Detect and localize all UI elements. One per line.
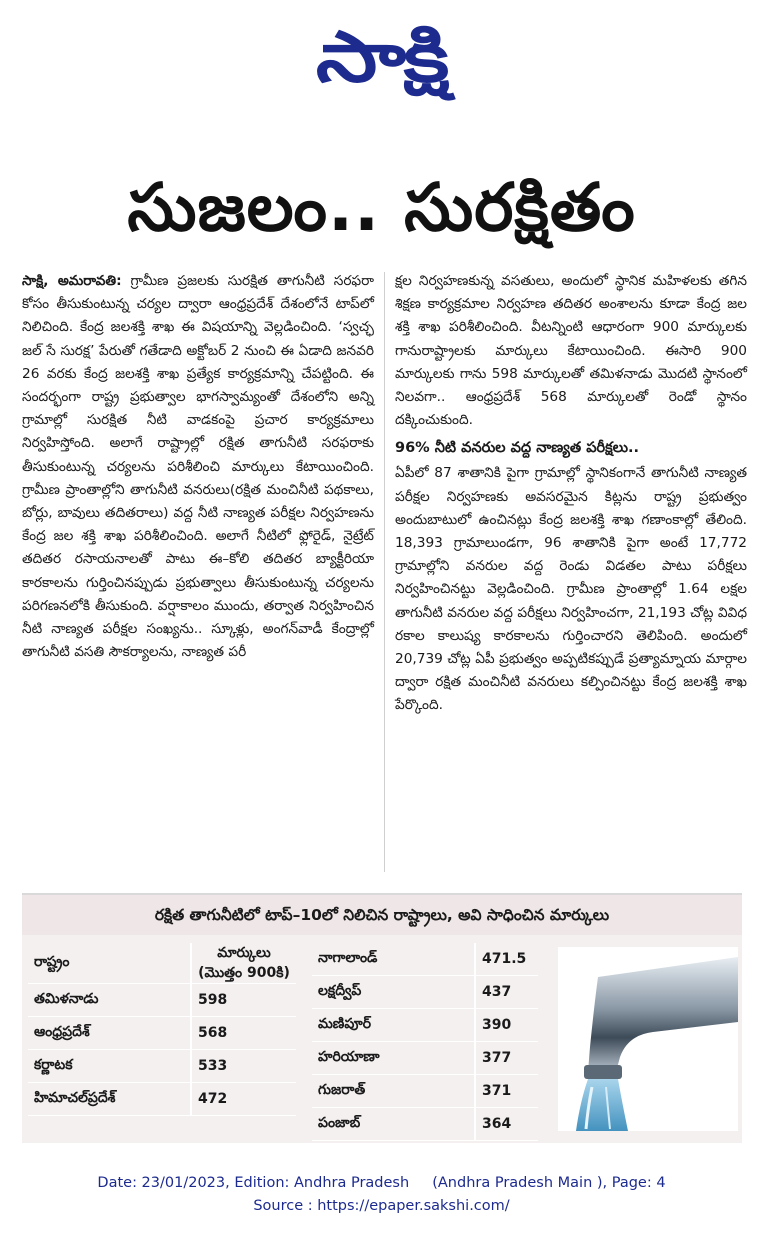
table-row — [312, 943, 538, 976]
ranking-table-left — [28, 943, 296, 1116]
article-right-column — [395, 270, 747, 718]
state-name: పంజాబ్ — [312, 1108, 475, 1141]
table-row — [28, 1017, 296, 1050]
table-row — [28, 984, 296, 1017]
right-column-paragraph-2: ఏపీలో 87 శాతానికి పైగా గ్రామాల్లో స్థానికంగానే తాగునీటి నాణ్యత పరీక్షల నిర్వహణకు అవసరమైన కిట్లను రాష్ట్ర ప్రభుత్వం అందుబాటులో ఉంచినట్లు కేంద్ర జలశక్తి శాఖ గణాంకాల్లో తేలింది. 18,393 గ్రామాలుండగా, 96 శాతానికి పైగా అంటే 17,772 గ్రామాల్లోని వనరుల వద్ద రెండు విడతల పాటు పరీక్షలు నిర్వహించినట్టు వెల్లడించింది. గ్రామీణ ప్రాంతాల్లో 1.64 లక్షల తాగునీటి వనరుల వద్ద పరీక్షలు నిర్వహించగా, 21,193 చోట్ల వివిధ రకాల కాలుష్య కారకాలను గుర్తించారని తెలిపింది. అందులో 20,739 చోట్ల ఏపీ ప్రభుత్వం అప్పటికప్పుడే ప్రత్యామ్నాయ మార్గాల ద్వారా రక్షిత మంచినీటి వనరులు కల్పించినట్టు కేంద్ర జలశక్తి శాఖ పేర్కొంది. — [395, 465, 747, 714]
header-marks — [191, 943, 296, 984]
column-divider — [384, 272, 385, 872]
table-row — [28, 1050, 296, 1083]
state-marks: 377 — [475, 1042, 538, 1075]
state-name: ఆంధ్రప్రదేశ్ — [28, 1017, 191, 1050]
ranking-table-right — [312, 943, 538, 1141]
footer-source: Source : https://epaper.sakshi.com/ — [253, 1198, 510, 1214]
footer — [0, 1172, 763, 1218]
subheading: 96% నీటి వనరుల వద్ద నాణ్యత పరీక్షలు.. — [395, 440, 640, 457]
table-row — [312, 976, 538, 1009]
state-marks: 437 — [475, 976, 538, 1009]
table-row — [312, 1075, 538, 1108]
state-name: హిమాచల్‌ప్రదేశ్ — [28, 1083, 191, 1116]
water-tap-icon — [558, 947, 738, 1131]
state-marks: 364 — [475, 1108, 538, 1141]
state-name: మణిపూర్ — [312, 1009, 475, 1042]
sakshi-logo: సాక్షి — [316, 16, 447, 98]
header-marks-line1: మార్కులు — [217, 945, 271, 961]
state-marks: 390 — [475, 1009, 538, 1042]
table-header-row — [28, 943, 296, 984]
header-state: రాష్ట్రం — [28, 943, 191, 984]
state-name: లక్షద్వీప్ — [312, 976, 475, 1009]
state-name: కర్ణాటక — [28, 1050, 191, 1083]
right-column-paragraph-1: క్షల నిర్వహణకున్న వసతులు, అందులో స్థానిక మహిళలకు తగిన శిక్షణ కార్యక్రమాల నిర్వహణ తదితర అంశాలను కూడా కేంద్ర జల శక్తి శాఖ పరిశీలించింది. వీటన్నింటి ఆధారంగా 900 మార్కులకు గానురాష్ట్రాలకు మార్కులు కేటాయించింది. ఈసారి 900 మార్కులకు గాను 598 మార్కులతో తమిళనాడు మొదటి స్థానంలో నిలవగా.. ఆంధ్రప్రదేశ్ 568 మార్కులతో రెండో స్థానం దక్కించుకుంది. — [395, 273, 747, 429]
state-name: హరియాణా — [312, 1042, 475, 1075]
ranking-box-title: రక్షిత తాగునీటిలో టాప్‌–10లో నిలిచిన రాష్ట్రాలు, అవి సాధించిన మార్కులు — [22, 895, 742, 935]
table-row — [312, 1042, 538, 1075]
headline: సుజలం.. సురక్షితం — [127, 169, 636, 246]
footer-date-edition: Date: 23/01/2023, Edition: Andhra Pradesh (Andhra Pradesh Main ), Page: 4 — [97, 1175, 666, 1191]
state-name: గుజరాత్ — [312, 1075, 475, 1108]
state-marks: 371 — [475, 1075, 538, 1108]
table-row — [28, 1083, 296, 1116]
masthead — [0, 12, 763, 102]
ranking-box — [22, 893, 742, 1143]
header-marks-line2: (మొత్తం 900కి) — [198, 965, 290, 981]
state-name: నాగాలాండ్ — [312, 943, 475, 976]
state-marks: 472 — [191, 1083, 296, 1116]
article-left-column — [22, 270, 374, 664]
table-row — [312, 1108, 538, 1141]
state-marks: 598 — [191, 984, 296, 1017]
water-tap-image — [558, 947, 738, 1131]
table-row — [312, 1009, 538, 1042]
state-marks: 568 — [191, 1017, 296, 1050]
left-column-text: గ్రామీణ ప్రజలకు సురక్షిత తాగునీటి సరఫరా కోసం తీసుకుంటున్న చర్యల ద్వారా ఆంధ్రప్రదేశ్ దేశంలోనే టాప్‌లో నిలిచింది. కేంద్ర జలశక్తి శాఖ ఈ విషయాన్ని వెల్లడించింది. ‘స్వచ్ఛ జల్ సే సురక్ష’ పేరుతో గతేడాది అక్టోబర్ 2 నుంచి ఈ ఏడాది జనవరి 26 వరకు కేంద్ర జలశక్తి శాఖ ప్రత్యేక కార్యక్రమాన్ని చేపట్టింది. ఈ సందర్భంగా రాష్ట్ర ప్రభుత్వాల భాగస్వామ్యంతో దేశంలోని అన్ని గ్రామాల్లో సురక్షిత నీటి వాడకంపై ప్రచార కార్యక్రమాలు నిర్వహిస్తోంది. అలాగే రాష్ట్రాల్లో రక్షిత తాగునీటి సరఫరాకు తీసుకుంటున్న చర్యలను పరిశీలించి మార్కులు కేటాయించింది. గ్రామీణ ప్రాంతాల్లోని తాగునీటి వనరులు(రక్షిత మంచినీటి పథకాలు, బోర్లు, బావులు తదితరాలు) వద్ద నీటి నాణ్యత పరీక్షల నిర్వహణను కేంద్ర జల శక్తి శాఖ పరిశీలించింది. అలాగే నీటిలో ఫ్లోరైడ్, నైట్రేట్ తదితర రసాయనాలతో పాటు ఈ–కోలి తదితర బ్యాక్టీరియా కారకాలను గుర్తించినప్పుడు ప్రభుత్వాలు తీసుకుంటున్న చర్యలను పరిగణనలోకి తీసుకుంది. వర్షాకాలం ముందు, తర్వాత నిర్వహించిన నీటి నాణ్యత పరీక్షల సంఖ్యను.. స్కూళ్లు, అంగన్‌వాడీ కేంద్రాల్లో తాగునీటి వసతి సౌకర్యాలను, నాణ్యత పరీ — [22, 273, 374, 661]
state-name: తమిళనాడు — [28, 984, 191, 1017]
state-marks: 471.5 — [475, 943, 538, 976]
state-marks: 533 — [191, 1050, 296, 1083]
dateline: సాక్షి, అమరావతి: — [22, 273, 122, 289]
